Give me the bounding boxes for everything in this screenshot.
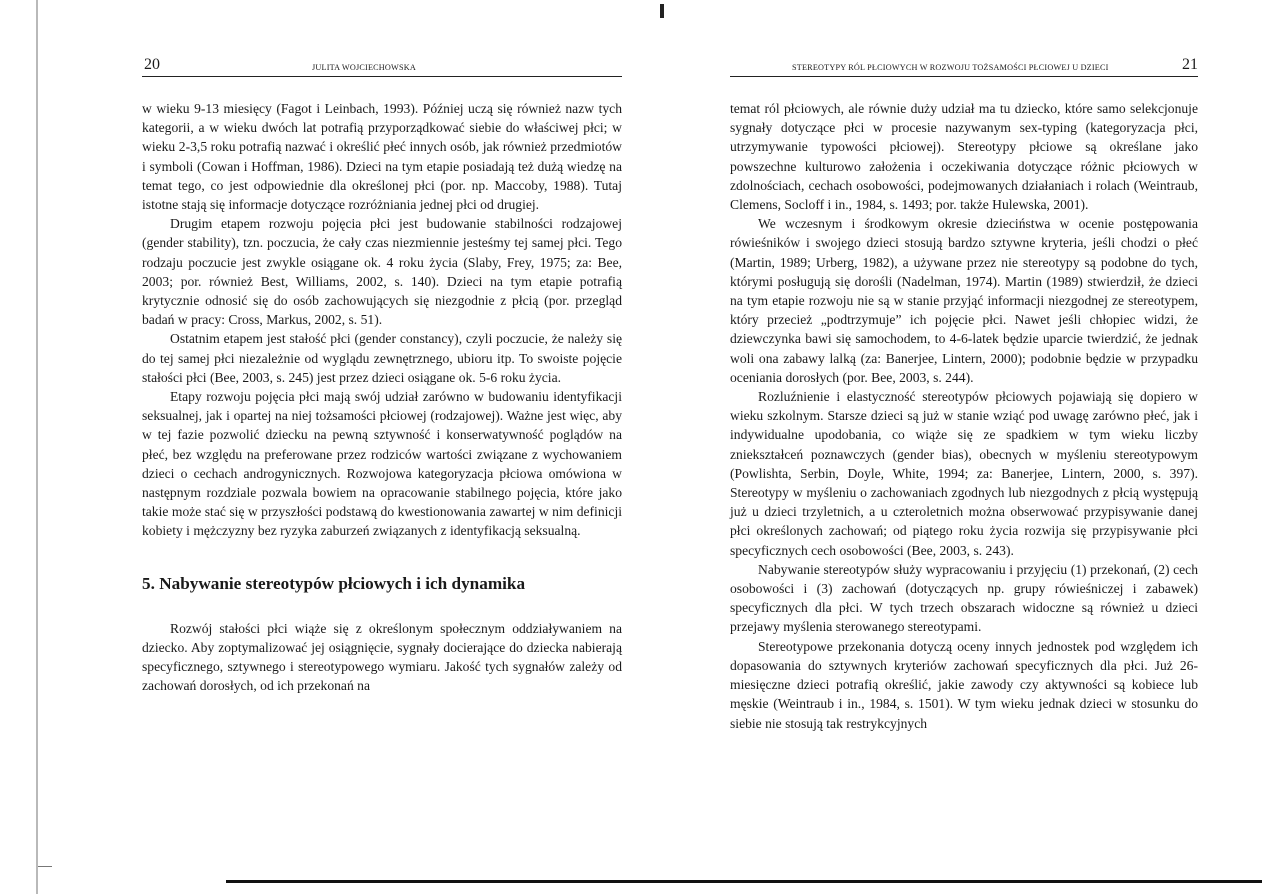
paragraph: Nabywanie stereotypów służy wypracowaniu i przyjęciu (1) przekonań, (2) cech osobowości i (3) zachowań (dotyczących np. grupy rówieśniczej i zabawek) specyficznych dla płci. W tych trzech obszarach widoczne są również u dzieci przejawy myślenia sterowanego stereotypami. <box>730 561 1198 635</box>
paragraph: Ostatnim etapem jest stałość płci (gender constancy), czyli poczucie, że należy się do tej samej płci niezależnie od wyglądu zewnętrznego, ubioru itp. To swoiste pojęcie stałości płci (Bee, 2003, s. 245) jest przez dzieci osiągane ok. 5-6 roku życia. <box>142 331 622 385</box>
right-running-head-title: STEREOTYPY RÓL PŁCIOWYCH W ROZWOJU TOŻSAMOŚCI PŁCIOWEJ U DZIECI <box>792 63 1109 72</box>
paragraph: Rozluźnienie i elastyczność stereotypów płciowych pojawiają się dopiero w wieku szkolnym. Starsze dzieci są już w stanie wziąć pod uwagę zarówno płeć, jak i indywidualne upodobania, co wiąże się ze spadkiem w tym wieku liczby zniekształceń poznawczych (gender bias), obecnych w myśleniu stereotypowym (Powlishta, Serbin, Doyle, White, 1994; za: Banerjee, Lintern, 2000, s. 397). Stereotypy w myśleniu o zachowaniach zgodnych lub niezgodnych z płcią występują już u dzieci trzyletnich, a u czteroletnich można obserwować przypisywanie danej płci określonych zachowań; od piątego roku życia rozwija się przypisywanie płci specyficznych cech osobowości (Bee, 2003, s. 243). <box>730 389 1198 558</box>
paragraph: temat ról płciowych, ale równie duży udział ma tu dziecko, które samo selekcjonuje sygnały dotyczące płci w procesie nazywanym sex-typing (kategoryzacja płci, utrzymywanie typowości płciowej). Stereotypy płciowe są określane jako powszechne kulturowo założenia i oczekiwania dotyczące różnic płciowych w zdolnościach, cechach osobowości, podejmowanych działaniach i rolach (Weintraub, Clemens, Socloff i in., 1984, s. 1493; por. także Hulewska, 2001). <box>730 101 1198 213</box>
left-page <box>142 52 622 695</box>
left-running-head <box>142 52 622 77</box>
right-page <box>730 52 1198 733</box>
paragraph: Stereotypowe przekonania dotyczą oceny innych jednostek pod względem ich dopasowania do sztywnych kryteriów zachowań specyficznych dla płci. Już 26-miesięczne dzieci potrafią określić, jakie zawody czy aktywności są kobiece lub męskie (Weintraub i in., 1984, s. 1501). W tym wieku jednak dzieci w stosunku do siebie nie stosują tak restrykcyjnych <box>730 638 1198 731</box>
left-body-text <box>142 99 622 695</box>
paragraph: Etapy rozwoju pojęcia płci mają swój udział zarówno w budowaniu identyfikacji seksualnej, jak i opartej na niej tożsamości płciowej (rodzajowej). Ważne jest więc, aby w tej fazie pozwolić dziecku na pewną sztywność i konserwatywność poglądów na płeć, bez względu na preferowane przez rodziców wartości związane z wychowaniem dzieci o cechach androgynicznych. Rozwojowa kategoryzacja płciowa omówiona w następnym rozdziale pozwala bowiem na opracowanie stabilnego pojęcia, które jako takie może stać się w przyszłości podstawą do kwestionowania zawartej w nim definicji kobiety i mężczyzny bez ryzyka zaburzeń związanych z identyfikacją seksualną. <box>142 389 622 539</box>
section-heading: 5. Nabywanie stereotypów płciowych i ich dynamika <box>142 573 526 593</box>
scan-mark <box>660 4 664 18</box>
section-body <box>142 619 622 696</box>
page-gutter <box>36 0 38 894</box>
paragraph: We wczesnym i środkowym okresie dzieciństwa w ocenie postępowania rówieśników i swojego dzieci stosują bardzo sztywne kryteria, jeśli chodzi o płeć (Martin, 1989; Urberg, 1982), a używane przez nie stereotypy są podobne do tych, którymi posługują się dorośli (Nadelman, 1974). Martin (1989) stwierdził, że dzieci na tym etapie rozwoju nie są w stanie przyjąć informacji niezgodnej ze stereotypem, który przecież „podtrzymuje” ich pojęcie płci. Nawet jeśli chłopiec widzi, że dziewczynka bawi się samochodem, to 4-6-latek będzie uparcie twierdzić, że jednak woli ona zabawy lalką (za: Banerjee, Lintern, 2000); podobnie będzie w przypadku oceniania dorosłych (por. Bee, 2003, s. 244). <box>730 216 1198 385</box>
paragraph: Rozwój stałości płci wiąże się z określonym społecznym oddziaływaniem na dziecko. Aby zoptymalizować jej osiągnięcie, sygnały docierające do dziecka nabierają specyficznego, sztywnego i stereotypowego wymiaru. Jakość tych sygnałów zależy od zachowań dorosłych, od ich przekonań na <box>142 620 622 694</box>
left-page-number: 20 <box>144 56 160 73</box>
scan-bottom-edge <box>226 880 1262 883</box>
right-page-number: 21 <box>1182 56 1198 73</box>
paragraph: w wieku 9-13 miesięcy (Fagot i Leinbach, 1993). Później uczą się również nazw tych kategorii, a w wieku dwóch lat potrafią przyporządkować siebie do właściwej płci; w wieku 2-3,5 roku potrafią nazwać i określić płeć innych osób, jak również przedmiotów i symboli (Cowan i Hoffman, 1986). Dzieci na tym etapie posiadają też dużą wiedzę na temat tego, co jest odpowiednie dla określonej płci (por. np. Maccoby, 1988). Tutaj istotne stają się informacje dotyczące rozróżniania jednej płci od drugiej. <box>142 101 622 213</box>
right-running-head <box>730 52 1198 77</box>
scan-corner-mark <box>38 866 52 867</box>
left-running-head-title: JULITA WOJCIECHOWSKA <box>312 63 416 72</box>
right-body-text <box>730 99 1198 733</box>
paragraph: Drugim etapem rozwoju pojęcia płci jest budowanie stabilności rodzajowej (gender stability), tzn. poczucia, że cały czas niezmiennie jesteśmy tej samej płci. Tego rodzaju poczucie jest zwykle osiągane ok. 4 roku życia (Slaby, Frey, 1975; za: Bee, 2003; por. również Best, Williams, 2002, s. 140). Dzieci na tym etapie potrafią krytycznie odnosić się do osób zachowujących się niezgodnie z płcią (por. przegląd badań w pracy: Cross, Markus, 2002, s. 51). <box>142 216 622 328</box>
